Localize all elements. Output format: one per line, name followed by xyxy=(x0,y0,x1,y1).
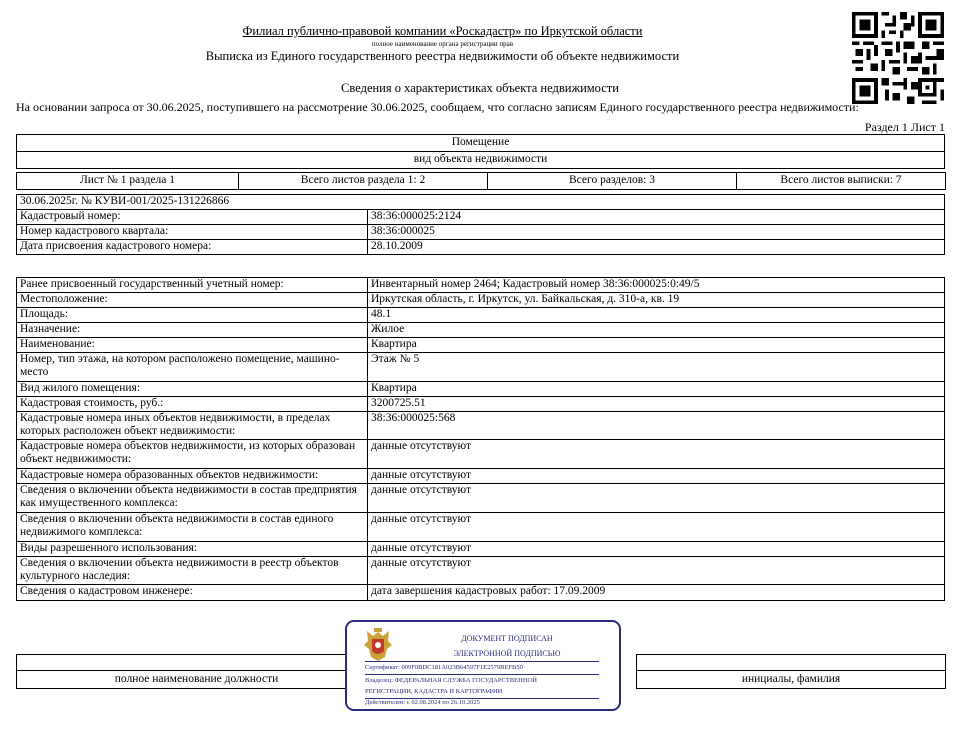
field-value: Иркутская область, г. Иркутск, ул. Байкальская, д. 310-а, кв. 19 xyxy=(368,293,945,308)
table-row xyxy=(17,293,945,308)
sheet-info-table xyxy=(16,172,946,190)
field-label: Номер, тип этажа, на котором расположено помещение, машино-место xyxy=(17,353,368,382)
field-value: данные отсутствуют xyxy=(368,513,945,542)
name-caption: инициалы, фамилия xyxy=(637,671,946,689)
table-row xyxy=(17,585,945,601)
field-label: Номер кадастрового квартала: xyxy=(17,225,368,240)
position-caption: полное наименование должности xyxy=(17,671,377,689)
table-row xyxy=(17,397,945,412)
field-label: Сведения о включении объекта недвижимости в реестр объектов культурного наследия: xyxy=(17,557,368,585)
name-field xyxy=(637,655,946,671)
stamp-divider xyxy=(365,661,599,662)
field-label: Площадь: xyxy=(17,308,368,323)
basic-fields-table xyxy=(16,194,945,255)
section-title: Сведения о характеристиках объекта недвижимости xyxy=(341,81,619,95)
stamp-owner-line-2: РЕГИСТРАЦИИ, КАДАСТРА И КАРТОГРАФИИ xyxy=(365,688,503,695)
stamp-validity: Действителен: с 02.08.2024 по 26.10.2025 xyxy=(365,699,480,706)
field-value: данные отсутствуют xyxy=(368,469,945,484)
field-value: данные отсутствуют xyxy=(368,484,945,513)
field-value: Квартира xyxy=(368,338,945,353)
field-value: Этаж № 5 xyxy=(368,353,945,382)
table-row xyxy=(17,469,945,484)
field-label: Кадастровые номера образованных объектов недвижимости: xyxy=(17,469,368,484)
object-type-name: Помещение xyxy=(17,135,945,152)
electronic-signature-stamp xyxy=(345,620,621,711)
field-label: Назначение: xyxy=(17,323,368,338)
table-row xyxy=(17,278,945,293)
field-label: Кадастровая стоимость, руб.: xyxy=(17,397,368,412)
field-label: Наименование: xyxy=(17,338,368,353)
table-row xyxy=(17,308,945,323)
field-label: Сведения о включении объекта недвижимости в состав предприятия как имущественного комплекса: xyxy=(17,484,368,513)
object-type-table xyxy=(16,134,945,169)
document-number: 30.06.2025г. № КУВИ-001/2025-131226866 xyxy=(17,195,945,210)
details-table xyxy=(16,277,945,601)
position-field xyxy=(17,655,377,671)
document-title: Выписка из Единого государственного реестра недвижимости об объекте недвижимости xyxy=(205,49,680,63)
field-value: Жилое xyxy=(368,323,945,338)
field-label: Виды разрешенного использования: xyxy=(17,542,368,557)
field-label: Кадастровые номера объектов недвижимости, из которых образован объект недвижимости: xyxy=(17,440,368,469)
sheet-number: Лист № 1 раздела 1 xyxy=(17,173,239,190)
field-value: Инвентарный номер 2464; Кадастровый номер 38:36:000025:0:49/5 xyxy=(368,278,945,293)
table-row xyxy=(17,382,945,397)
field-value: данные отсутствуют xyxy=(368,440,945,469)
section-sheet-label: Раздел 1 Лист 1 xyxy=(864,120,945,134)
stamp-certificate: Сертификат: 009F0BDC181A023B64597F1E2579BEFB50 xyxy=(365,664,523,671)
field-label: Кадастровые номера иных объектов недвижимости, в пределах которых расположен объект недвижимости: xyxy=(17,412,368,440)
field-value: 38:36:000025 xyxy=(368,225,945,240)
organization-caption: полное наименование органа регистрации прав xyxy=(371,40,514,48)
field-value: 38:36:000025:568 xyxy=(368,412,945,440)
intro-text: На основании запроса от 30.06.2025, поступившего на рассмотрение 30.06.2025, сообщаем, что согласно записям Единого государственного реестра недвижимости: xyxy=(16,100,859,114)
table-row xyxy=(17,353,945,382)
field-label: Кадастровый номер: xyxy=(17,210,368,225)
field-label: Ранее присвоенный государственный учетный номер: xyxy=(17,278,368,293)
total-sheets-section: Всего листов раздела 1: 2 xyxy=(239,173,488,190)
field-value: 38:36:000025:2124 xyxy=(368,210,945,225)
total-sheets-extract: Всего листов выписки: 7 xyxy=(737,173,946,190)
stamp-line-2: ЭЛЕКТРОННОЙ ПОДПИСЬЮ xyxy=(453,649,561,658)
table-row xyxy=(17,542,945,557)
field-label: Местоположение: xyxy=(17,293,368,308)
table-row xyxy=(17,557,945,585)
field-value: данные отсутствуют xyxy=(368,557,945,585)
field-value: дата завершения кадастровых работ: 17.09.2009 xyxy=(368,585,945,601)
table-row xyxy=(17,484,945,513)
field-label: Вид жилого помещения: xyxy=(17,382,368,397)
field-value: 3200725.51 xyxy=(368,397,945,412)
table-row xyxy=(17,412,945,440)
coat-of-arms-icon xyxy=(361,627,395,663)
field-value: 48.1 xyxy=(368,308,945,323)
table-row xyxy=(17,338,945,353)
total-sections: Всего разделов: 3 xyxy=(488,173,737,190)
table-row xyxy=(17,210,945,225)
field-value: Квартира xyxy=(368,382,945,397)
organization-name: Филиал публично-правовой компании «Роскадастр» по Иркутской области xyxy=(242,24,643,38)
field-value: 28.10.2009 xyxy=(368,240,945,255)
stamp-line-1: ДОКУМЕНТ ПОДПИСАН xyxy=(461,634,553,643)
table-row xyxy=(17,513,945,542)
object-type-caption: вид объекта недвижимости xyxy=(17,152,945,169)
field-label: Сведения о кадастровом инженере: xyxy=(17,585,368,601)
stamp-owner-line-1: Владелец: ФЕДЕРАЛЬНАЯ СЛУЖБА ГОСУДАРСТВЕННОЙ xyxy=(365,677,537,684)
table-row xyxy=(17,240,945,255)
field-value: данные отсутствуют xyxy=(368,542,945,557)
field-label: Сведения о включении объекта недвижимости в состав единого недвижимого комплекса: xyxy=(17,513,368,542)
table-row xyxy=(17,225,945,240)
field-label: Дата присвоения кадастрового номера: xyxy=(17,240,368,255)
table-row xyxy=(17,323,945,338)
table-row xyxy=(17,440,945,469)
stamp-divider xyxy=(365,674,599,675)
